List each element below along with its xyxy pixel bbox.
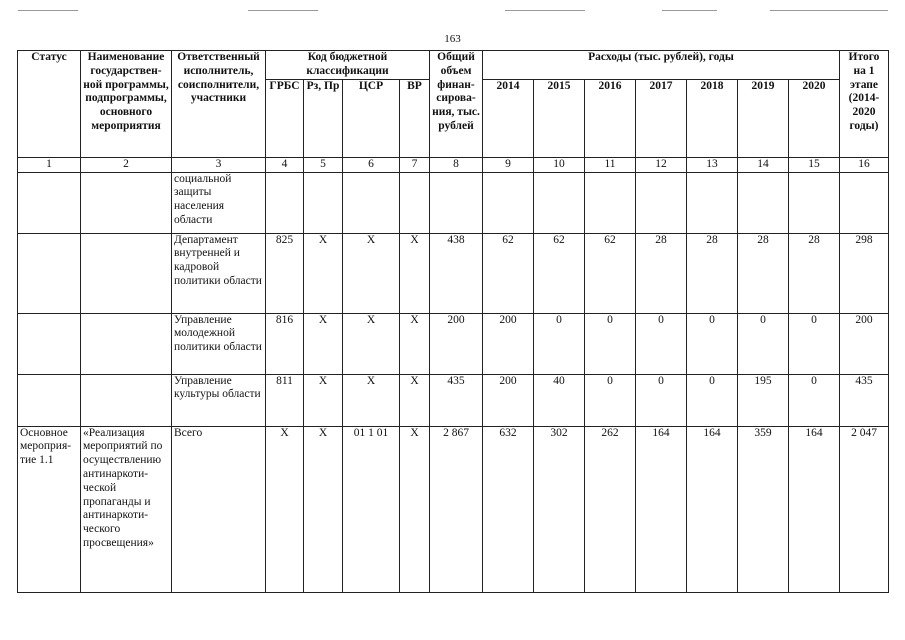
total-volume-cell [430, 172, 483, 233]
year-2019-cell: 359 [738, 426, 789, 592]
vr-cell [400, 172, 430, 233]
scan-top-line [770, 10, 888, 11]
column-number: 1 [18, 157, 81, 172]
year-2016-cell: 0 [585, 313, 636, 374]
status-cell [18, 374, 81, 426]
year-2014-cell [483, 172, 534, 233]
header-year-2017: 2017 [636, 79, 687, 157]
year-2017-cell: 164 [636, 426, 687, 592]
status-cell [18, 313, 81, 374]
year-2014-cell: 200 [483, 313, 534, 374]
year-2020-cell: 164 [789, 426, 840, 592]
responsible-cell: Управление молодежной политики области [172, 313, 266, 374]
header-year-2020: 2020 [789, 79, 840, 157]
scan-top-line [18, 10, 78, 11]
rz-pr-cell: Х [304, 233, 343, 313]
program-name-cell [81, 172, 172, 233]
year-2017-cell: 0 [636, 313, 687, 374]
stage-total-cell: 200 [840, 313, 889, 374]
year-2014-cell: 200 [483, 374, 534, 426]
header-status: Статус [18, 51, 81, 158]
rz-pr-cell [304, 172, 343, 233]
year-2015-cell: 40 [534, 374, 585, 426]
year-2016-cell: 262 [585, 426, 636, 592]
scan-top-line [505, 10, 585, 11]
grbs-cell: Х [266, 426, 304, 592]
year-2017-cell: 0 [636, 374, 687, 426]
year-2018-cell: 0 [687, 313, 738, 374]
column-number: 16 [840, 157, 889, 172]
column-number: 14 [738, 157, 789, 172]
year-2018-cell [687, 172, 738, 233]
header-expenses: Расходы (тыс. рублей), годы [483, 51, 840, 80]
program-name-cell [81, 313, 172, 374]
column-number: 15 [789, 157, 840, 172]
year-2016-cell: 62 [585, 233, 636, 313]
year-2018-cell: 0 [687, 374, 738, 426]
header-total-volume: Общий объем финан-сирова-ния, тыс. рублей [430, 51, 483, 158]
page-number: 163 [444, 33, 461, 45]
year-2018-cell: 28 [687, 233, 738, 313]
column-number: 13 [687, 157, 738, 172]
rz-pr-cell: Х [304, 374, 343, 426]
stage-total-cell: 435 [840, 374, 889, 426]
program-name-cell: «Реализация мероприятий по осуществлению антинаркоти-ческой пропаганды и антинаркоти-ческого просвещения» [81, 426, 172, 592]
csr-cell [343, 172, 400, 233]
responsible-cell: Всего [172, 426, 266, 592]
year-2020-cell: 0 [789, 374, 840, 426]
scan-top-line [662, 10, 717, 11]
csr-cell: Х [343, 313, 400, 374]
table-row [18, 374, 889, 426]
vr-cell: Х [400, 426, 430, 592]
year-2015-cell: 302 [534, 426, 585, 592]
header-budget-code: Код бюджетной классификации [266, 51, 430, 80]
column-number: 8 [430, 157, 483, 172]
responsible-cell: социальной защиты населения области [172, 172, 266, 233]
budget-table [17, 50, 889, 593]
column-number: 9 [483, 157, 534, 172]
vr-cell: Х [400, 233, 430, 313]
header-year-2018: 2018 [687, 79, 738, 157]
header-grbs: ГРБС [266, 79, 304, 157]
header-year-2015: 2015 [534, 79, 585, 157]
column-number: 6 [343, 157, 400, 172]
year-2018-cell: 164 [687, 426, 738, 592]
responsible-cell: Департамент внутренней и кадровой политики области [172, 233, 266, 313]
year-2017-cell [636, 172, 687, 233]
header-year-2016: 2016 [585, 79, 636, 157]
year-2014-cell: 62 [483, 233, 534, 313]
csr-cell: 01 1 01 [343, 426, 400, 592]
year-2020-cell [789, 172, 840, 233]
table-row [18, 426, 889, 592]
header-vr: ВР [400, 79, 430, 157]
responsible-cell: Управление культуры области [172, 374, 266, 426]
table-row [18, 233, 889, 313]
column-number: 3 [172, 157, 266, 172]
rz-pr-cell: Х [304, 313, 343, 374]
total-volume-cell: 2 867 [430, 426, 483, 592]
status-cell: Основное мероприя-тие 1.1 [18, 426, 81, 592]
csr-cell: Х [343, 233, 400, 313]
year-2015-cell: 62 [534, 233, 585, 313]
column-number: 5 [304, 157, 343, 172]
csr-cell: Х [343, 374, 400, 426]
column-number: 11 [585, 157, 636, 172]
column-number: 2 [81, 157, 172, 172]
year-2015-cell [534, 172, 585, 233]
header-program-name: Наименование государствен-ной программы, подпрограммы, основного мероприятия [81, 51, 172, 158]
grbs-cell: 811 [266, 374, 304, 426]
header-responsible: Ответственный исполнитель, соисполнители, участники [172, 51, 266, 158]
grbs-cell [266, 172, 304, 233]
header-year-2019: 2019 [738, 79, 789, 157]
column-number: 7 [400, 157, 430, 172]
column-number-row [18, 157, 889, 172]
year-2020-cell: 28 [789, 233, 840, 313]
column-number: 12 [636, 157, 687, 172]
total-volume-cell: 435 [430, 374, 483, 426]
year-2016-cell: 0 [585, 374, 636, 426]
column-number: 4 [266, 157, 304, 172]
program-name-cell [81, 233, 172, 313]
vr-cell: Х [400, 374, 430, 426]
year-2015-cell: 0 [534, 313, 585, 374]
total-volume-cell: 200 [430, 313, 483, 374]
header-year-2014: 2014 [483, 79, 534, 157]
year-2019-cell: 0 [738, 313, 789, 374]
header-rz-pr: Рз, Пр [304, 79, 343, 157]
rz-pr-cell: Х [304, 426, 343, 592]
vr-cell: Х [400, 313, 430, 374]
year-2017-cell: 28 [636, 233, 687, 313]
table-row [18, 172, 889, 233]
table-row [18, 313, 889, 374]
column-number: 10 [534, 157, 585, 172]
year-2019-cell [738, 172, 789, 233]
year-2014-cell: 632 [483, 426, 534, 592]
stage-total-cell: 2 047 [840, 426, 889, 592]
program-name-cell [81, 374, 172, 426]
header-csr: ЦСР [343, 79, 400, 157]
stage-total-cell [840, 172, 889, 233]
year-2020-cell: 0 [789, 313, 840, 374]
status-cell [18, 172, 81, 233]
stage-total-cell: 298 [840, 233, 889, 313]
scan-top-line [248, 10, 318, 11]
grbs-cell: 825 [266, 233, 304, 313]
year-2016-cell [585, 172, 636, 233]
year-2019-cell: 195 [738, 374, 789, 426]
year-2019-cell: 28 [738, 233, 789, 313]
total-volume-cell: 438 [430, 233, 483, 313]
status-cell [18, 233, 81, 313]
header-stage-total: Итого на 1 этапе (2014-2020 годы) [840, 51, 889, 158]
grbs-cell: 816 [266, 313, 304, 374]
